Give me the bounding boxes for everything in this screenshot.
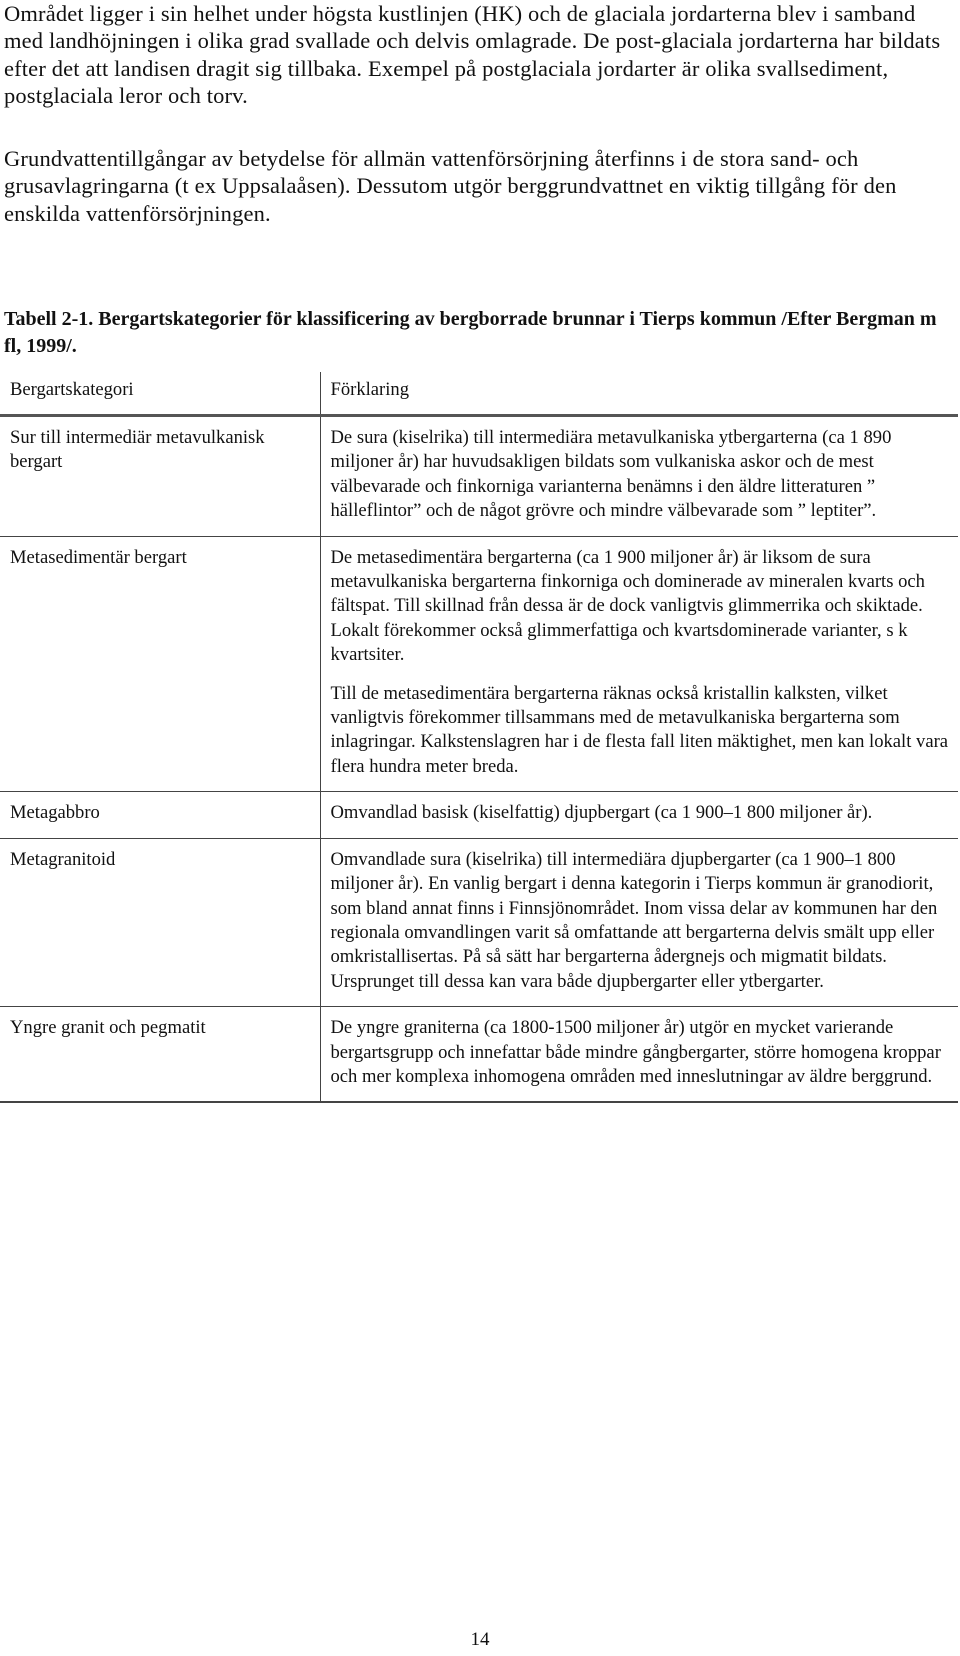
rock-category-table-wrapper bbox=[0, 372, 958, 1103]
table-row-continuation bbox=[0, 674, 958, 792]
category-text: Yngre granit och pegmatit bbox=[10, 1017, 206, 1039]
explanation-cell bbox=[320, 674, 958, 792]
explanation-cell bbox=[320, 838, 958, 1006]
table-header-row bbox=[0, 372, 958, 416]
category-cell-empty bbox=[0, 674, 320, 792]
explanation-text: Till de metasedimentära bergarterna räknas också kristallin kalksten, vilket vanligtvis förekommer tillsammans med de metavulkaniska bergarterna som inlagringar. Kalkstenslagren har i de flesta fall liten mäktighet, men kan lokalt vara flera hundra meter breda. bbox=[330, 682, 949, 777]
explanation-text: De yngre graniterna (ca 1800-1500 miljoner år) utgör en mycket varierande bergartsgrupp och innefattar både mindre gångbergarter, större homogena kroppar och mer komplexa inhomogena områden med inneslutningar av äldre berggrund. bbox=[330, 1017, 941, 1087]
rock-category-table bbox=[0, 372, 958, 1103]
explanation-cell bbox=[320, 792, 958, 838]
column-header-explanation: Förklaring bbox=[320, 372, 958, 416]
paragraph-quaternary-deposits: Området ligger i sin helhet under högsta kustlinjen (HK) och de glaciala jordarterna blev i samband med landhöjningen i olika grad svallade och delvis omlagrade. De post-glaciala jordarterna har bildats efter det att landisen dragit sig tillbaka. Exempel på postglaciala jordarter är olika svallsediment, postglaciala leror och torv. bbox=[4, 1, 941, 108]
explanation-cell bbox=[320, 416, 958, 537]
explanation-text: Omvandlad basisk (kiselfattig) djupbergart (ca 1 900–1 800 miljoner år). bbox=[330, 802, 873, 824]
paragraph-groundwater: Grundvattentillgångar av betydelse för allmän vattenförsörjning återfinns i de stora sand- och grusavlagringarna (t ex Uppsalaåsen). Dessutom utgör berggrundvattnet en viktig tillgång för den enskilda vattenförsörjningen. bbox=[4, 146, 897, 226]
table-caption: Tabell 2-1. Bergartskategorier för klassificering av bergborrade brunnar i Tierps kommun /Efter Bergman m fl, 1999/. bbox=[4, 308, 937, 357]
category-text: Sur till intermediär metavulkanisk bergart bbox=[10, 427, 265, 473]
table-row bbox=[0, 792, 958, 838]
table-row bbox=[0, 838, 958, 1006]
category-text: Metagabbro bbox=[10, 802, 100, 824]
table-row bbox=[0, 416, 958, 537]
category-cell bbox=[0, 1007, 320, 1103]
table-row bbox=[0, 536, 958, 674]
category-cell bbox=[0, 536, 320, 674]
category-text: Metagranitoid bbox=[10, 848, 116, 870]
explanation-cell bbox=[320, 1007, 958, 1103]
explanation-text: De sura (kiselrika) till intermediära metavulkaniska ytbergarterna (ca 1 890 miljoner år) har huvudsakligen bildats som vulkaniska askor och de mest välbevarade och finkorniga varianterna benämns i den äldre litteraturen ” hälleflintor” och de något grövre och mindre välbevarade som ” leptiter”. bbox=[330, 427, 892, 522]
table-row bbox=[0, 1007, 958, 1103]
category-cell bbox=[0, 838, 320, 1006]
page-number: 14 bbox=[470, 1629, 490, 1650]
category-cell bbox=[0, 792, 320, 838]
category-cell bbox=[0, 416, 320, 537]
explanation-text: Omvandlade sura (kiselrika) till intermediära djupbergarter (ca 1 900–1 800 miljoner år). En vanlig bergart i denna kategorin i Tierps kommun är granodiorit, som bland annat finns i Finnsjönområdet. Inom vissa delar av kommunen har den regionala omvandlingen varit så omfattande att bergarterna delvis smält upp eller omkristallisertas. På så sätt har bergarterna ådergnejs och migmatit bildats. Ursprunget till dessa kan vara både djupbergarter eller ytbergarter. bbox=[330, 848, 938, 992]
explanation-text: De metasedimentära bergarterna (ca 1 900 miljoner år) är liksom de sura metavulkaniska bergarterna finkorniga och dominerade av mineralen kvarts och fältspat. Till skillnad från dessa är de dock vanligtvis glimmerrika och skiktade. Lokalt förekommer också glimmerfattiga och kvartsdominerade varianter, s k kvartsiter. bbox=[330, 546, 925, 666]
explanation-cell bbox=[320, 536, 958, 674]
column-header-category: Bergartskategori bbox=[0, 372, 320, 416]
category-text: Metasedimentär bergart bbox=[10, 546, 187, 568]
